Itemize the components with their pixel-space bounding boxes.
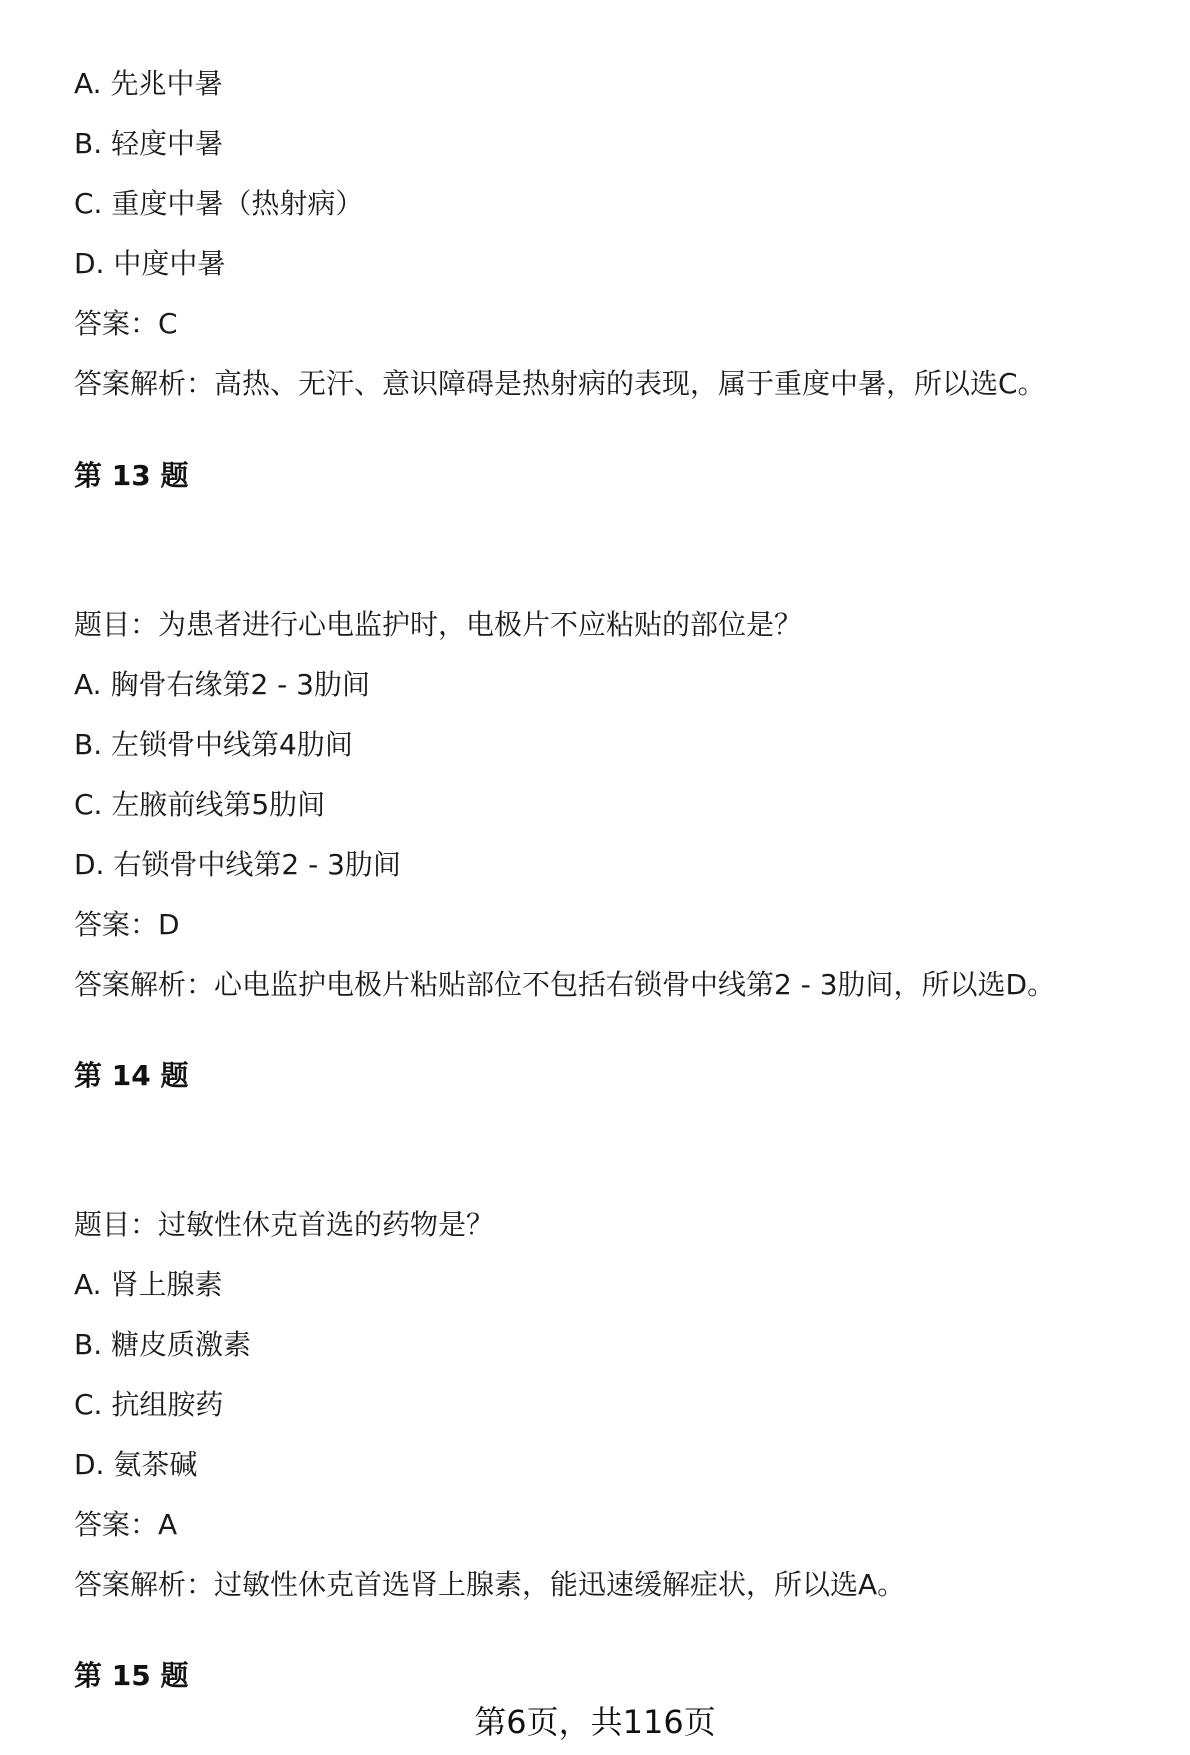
q14-question: 题目：过敏性休克首选的药物是？ [74, 1208, 495, 1241]
q13-option-c: C. 左腋前线第5肋间 [74, 788, 326, 821]
q15-heading: 第 15 题 [74, 1659, 189, 1692]
q14-option-d: D. 氨茶碱 [74, 1448, 198, 1481]
q14-option-a: A. 肾上腺素 [74, 1268, 223, 1301]
q13-option-a: A. 胸骨右缘第2 - 3肋间 [74, 668, 370, 701]
q12-option-c: C. 重度中暑（热射病） [74, 187, 364, 220]
q12-option-a: A. 先兆中暑 [74, 67, 223, 100]
q14-option-c: C. 抗组胺药 [74, 1388, 224, 1421]
q13-analysis: 答案解析：心电监护电极片粘贴部位不包括右锁骨中线第2 - 3肋间，所以选D。 [74, 968, 1056, 1001]
q14-analysis: 答案解析：过敏性休克首选肾上腺素，能迅速缓解症状，所以选A。 [74, 1568, 906, 1601]
q12-analysis: 答案解析：高热、无汗、意识障碍是热射病的表现，属于重度中暑，所以选C。 [74, 367, 1046, 400]
q13-option-d: D. 右锁骨中线第2 - 3肋间 [74, 848, 401, 881]
q12-option-b: B. 轻度中暑 [74, 127, 224, 160]
q13-answer: 答案：D [74, 908, 180, 941]
q12-option-d: D. 中度中暑 [74, 247, 226, 280]
q12-answer: 答案：C [74, 307, 178, 340]
q13-option-b: B. 左锁骨中线第4肋间 [74, 728, 353, 761]
q14-heading: 第 14 题 [74, 1059, 189, 1092]
q13-heading: 第 13 题 [74, 459, 189, 492]
page-number-footer: 第6页，共116页 [474, 1703, 716, 1741]
q13-question: 题目：为患者进行心电监护时，电极片不应粘贴的部位是？ [74, 608, 803, 641]
q14-answer: 答案：A [74, 1508, 178, 1541]
q14-option-b: B. 糖皮质激素 [74, 1328, 252, 1361]
